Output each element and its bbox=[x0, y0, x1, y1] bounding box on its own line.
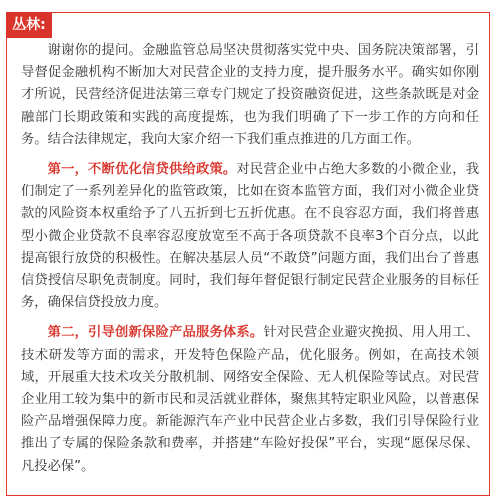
paragraph-1 bbox=[21, 40, 479, 151]
paragraph-2-text: 对民营企业中占绝大多数的小微企业，我们制定了一系列差异化的监管政策，比如在资本监管方面，我们对小微企业贷款的风险资本权重给予了八五折到七五折优惠。在不良容忍方面，我们将普惠型小微企业贷款不良率容忍度放宽至不高于各项贷款不良率3个百分点，以此提高银行放贷的积极性。在解决基层人员“不敢贷”问题方面，我们出台了普惠信贷授信尽职免责制度。同时，我们每年督促银行制定民营企业服务的目标任务，确保信贷投放力度。 bbox=[21, 162, 480, 311]
speaker-label: 丛林: bbox=[6, 12, 52, 38]
paragraph-3-text: 针对民营企业避灾挽损、用人用工、技术研发等方面的需求，开发特色保险产品，优化服务。例如，在高技术领域，开展重大技术攻关分散机制、网络安全保险、无人机保险等试点。对民营企业用工较为集中的新市民和灵活就业群体，聚焦其特定职业风险，以普惠保险产品增强保障力度。新能源汽车产业中民营企业占多数，我们引导保险行业推出了专属的保险条款和费率，并搭建“车险好投保”平台，实现“愿保尽保、凡投必保”。 bbox=[21, 325, 480, 474]
paragraph-3 bbox=[21, 322, 479, 477]
paragraph-3-heading: 第二，引导创新保险产品服务体系。 bbox=[47, 325, 264, 341]
paragraph-2-heading: 第一，不断优化信贷供给政策。 bbox=[47, 162, 237, 178]
article-body bbox=[21, 40, 479, 478]
paragraph-1-text: 谢谢你的提问。金融监管总局坚决贯彻落实党中央、国务院决策部署，引导督促金融机构不断加大对民营企业的支持力度，提升服务水平。确实如你刚才所说，民营经济促进法第三章专门规定了投资融资促进，这些条款既是对金融部门长期政策和实践的高度提炼，也为我们明确了下一步工作的方向和任务。结合法律规定，我向大家介绍一下我们重点推进的几方面工作。 bbox=[21, 43, 479, 147]
paragraph-2 bbox=[21, 159, 479, 314]
